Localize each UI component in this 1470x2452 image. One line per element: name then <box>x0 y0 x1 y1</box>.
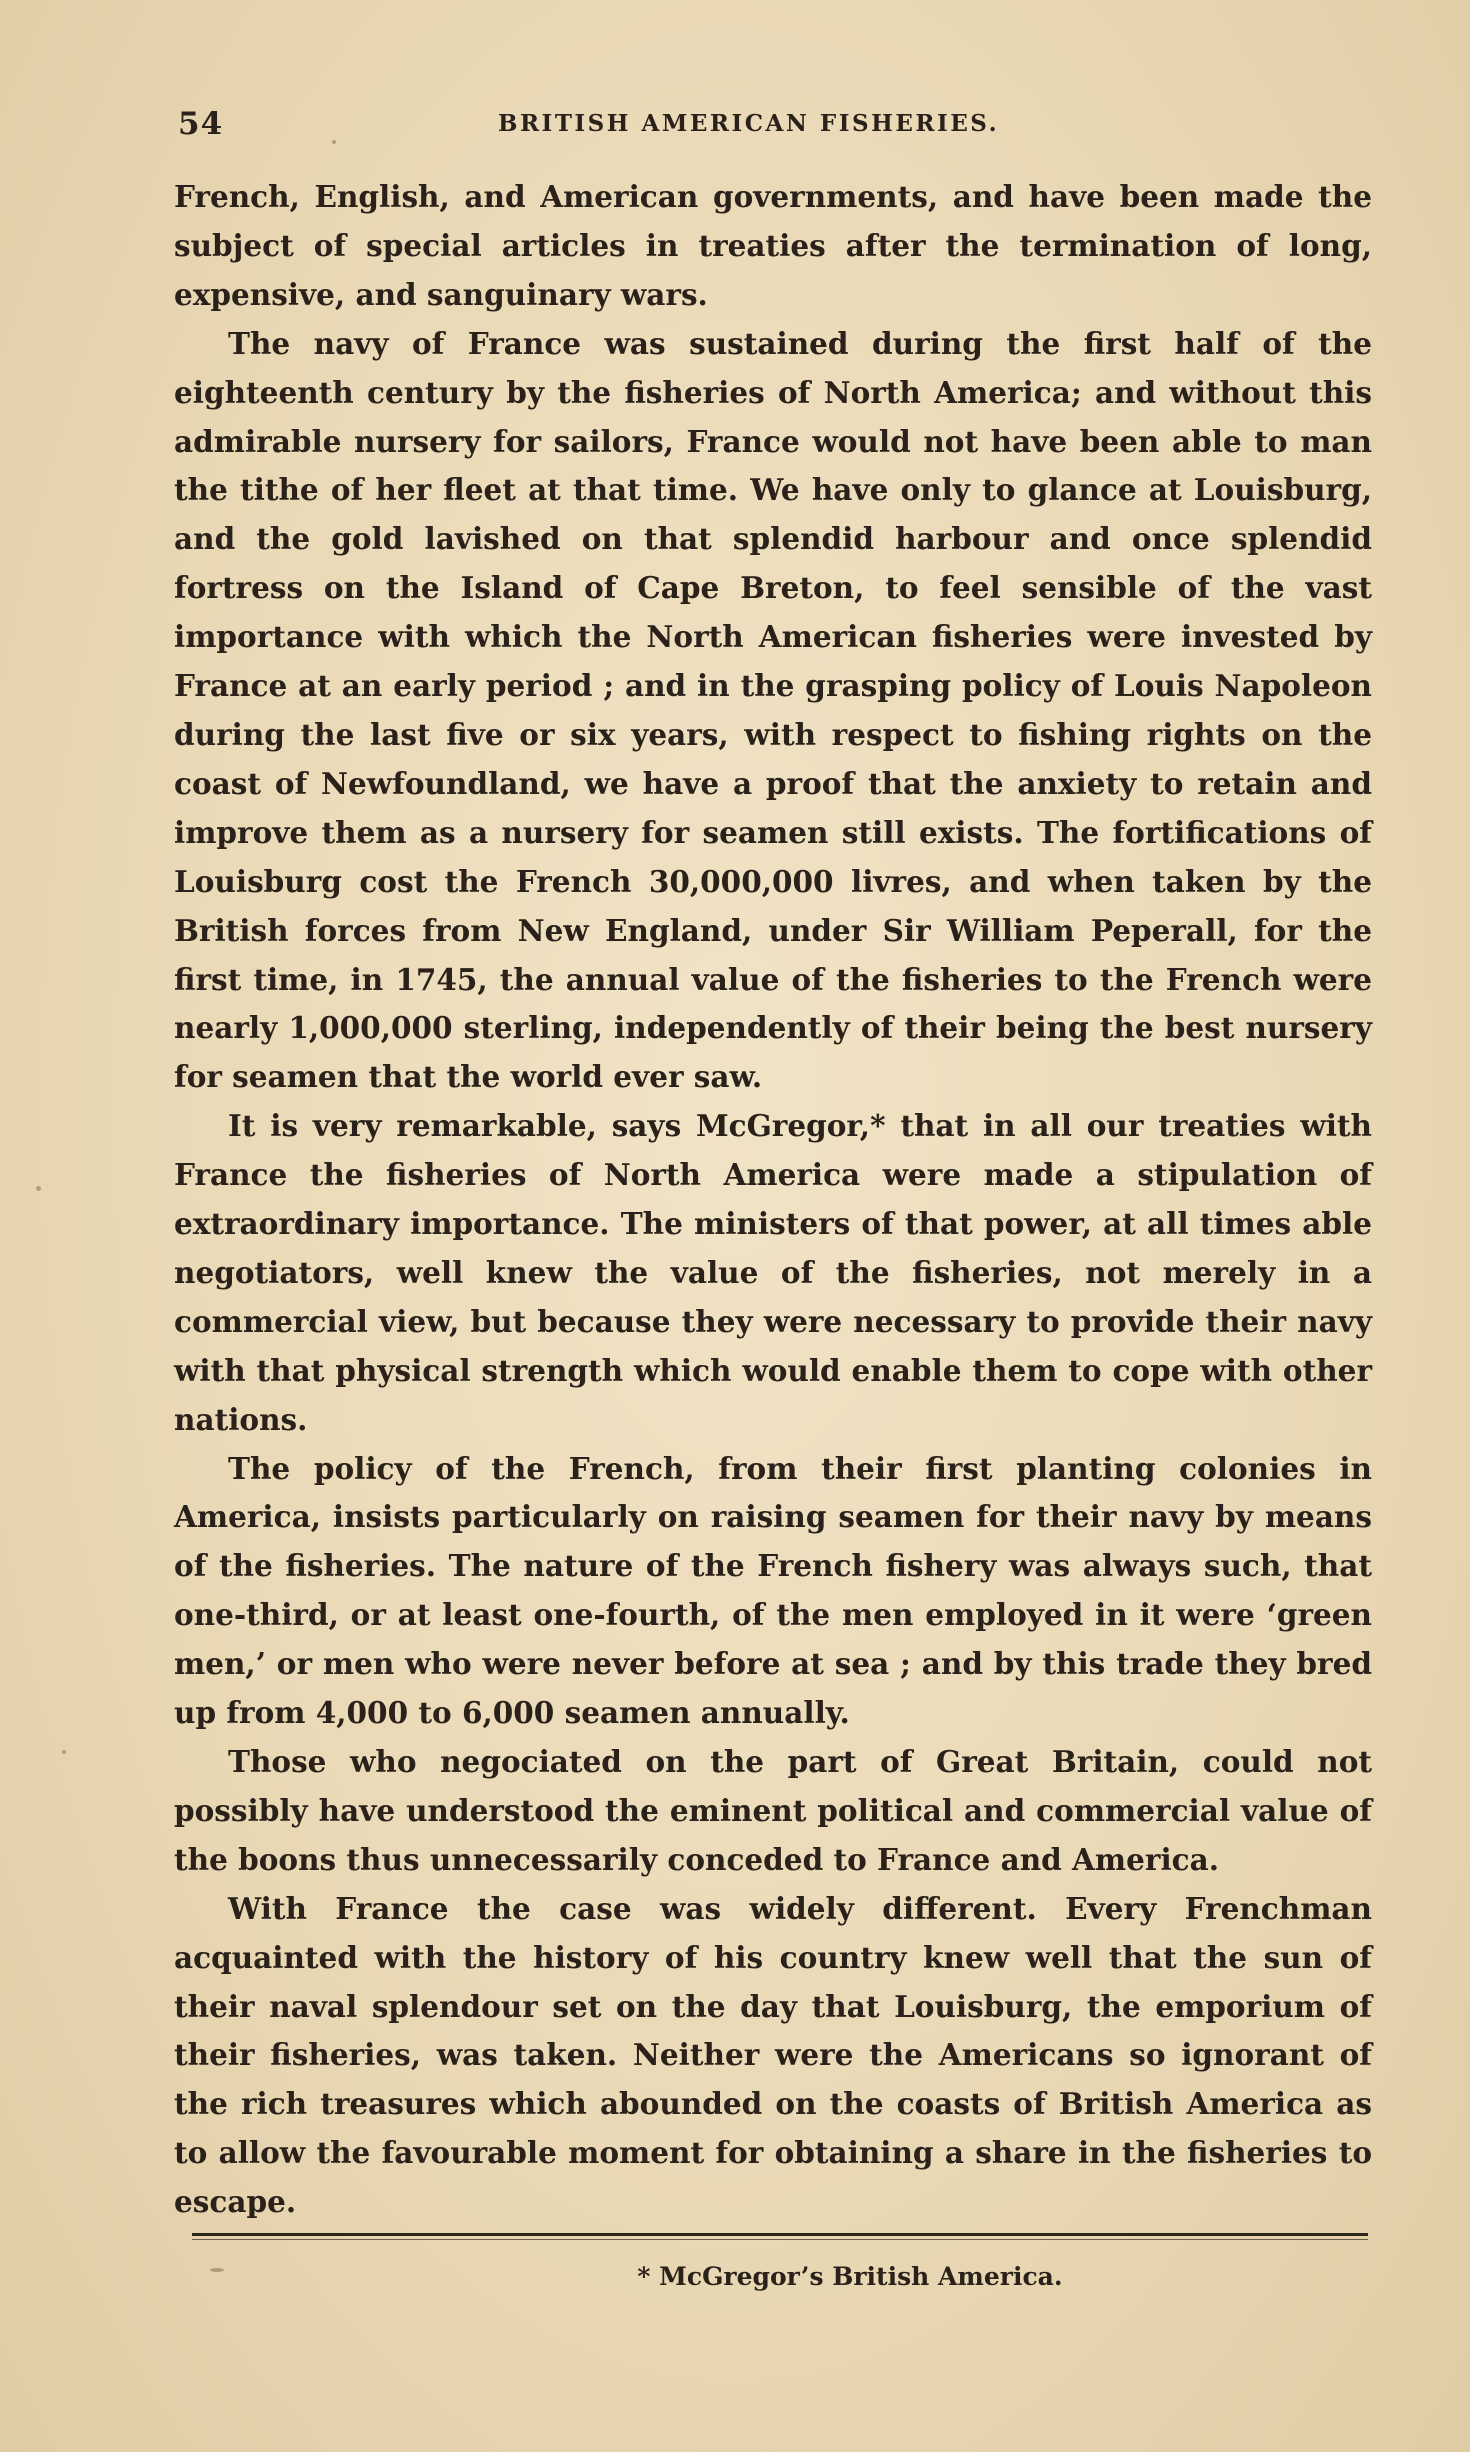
paper-speck <box>36 1186 41 1191</box>
page-number: 54 <box>178 106 224 142</box>
paragraph-5: Those who negociated on the part of Great Britain, could not possibly have understood the eminent political and commercial value of the boons thus unnecessarily conceded to France and America. <box>174 1744 1372 1877</box>
paper-speck <box>210 2268 224 2272</box>
paper-speck <box>62 1750 66 1754</box>
footnote <box>0 2262 1470 2291</box>
paragraph-6: With France the case was widely different. Every Frenchman acquainted with the history of his country knew well that the sun of their naval splendour set on the day that Louisburg, the emporium of their fisheries, was taken. Neither were the Americans so ignorant of the rich treasures which abounded on the coasts of British America as to allow the favourable moment for obtaining a share in the fisheries to escape. <box>174 1890 1372 2220</box>
footnote-rule <box>192 2233 1368 2236</box>
paragraph-2: The navy of France was sustained during the first half of the eighteenth century by the fisheries of North America; and without this admirable nursery for sailors, France would not have been able to man the tithe of her fleet at that time. We have only to glance at Louisburg, and the gold lavished on that splendid harbour and once splendid fortress on the Island of Cape Breton, to feel sensible of the vast importance with which the North American fisheries were invested by France at an early period ; and in the grasping policy of Louis Napoleon during the last five or six years, with respect to fishing rights on the coast of Newfoundland, we have a proof that the anxiety to retain and improve them as a nursery for seamen still exists. The fortifications of Louisburg cost the French 30,000,000 livres, and when taken by the British forces from New England, under Sir William Peperall, for the first time, in 1745, the annual value of the fisheries to the French were nearly 1,000,000 sterling, independently of their being the best nursery for seamen that the world ever saw. <box>174 325 1372 1095</box>
paragraph-4: The policy of the French, from their first planting colonies in America, insists particularly on raising seamen for their navy by means of the fisheries. The nature of the French fishery was always such, that one-third, or at least one-fourth, of the men employed in it were ‘green men,’ or men who were never before at sea ; and by this trade they bred up from 4,000 to 6,000 seamen annually. <box>174 1450 1372 1731</box>
paper-speck <box>332 140 336 144</box>
running-head-title: BRITISH AMERICAN FISHERIES. <box>498 110 1000 137</box>
footnote-rule-thin <box>192 2239 1368 2240</box>
paragraph-1: French, English, and American governments, and have been made the subject of special articles in treaties after the termination of long, expensive, and sanguinary wars. <box>174 179 1372 312</box>
body-text <box>174 173 1372 2227</box>
paragraph-3: It is very remarkable, says McGregor,* that in all our treaties with France the fisheries of North America were made a stipulation of extraordinary importance. The ministers of that power, at all times able negotiators, well knew the value of the fisheries, not merely in a commercial view, but because they were necessary to provide their navy with that physical strength which would enable them to cope with other nations. <box>174 1108 1372 1437</box>
running-head <box>178 106 1374 156</box>
footnote-text: * McGregor’s British America. <box>637 2262 1063 2291</box>
